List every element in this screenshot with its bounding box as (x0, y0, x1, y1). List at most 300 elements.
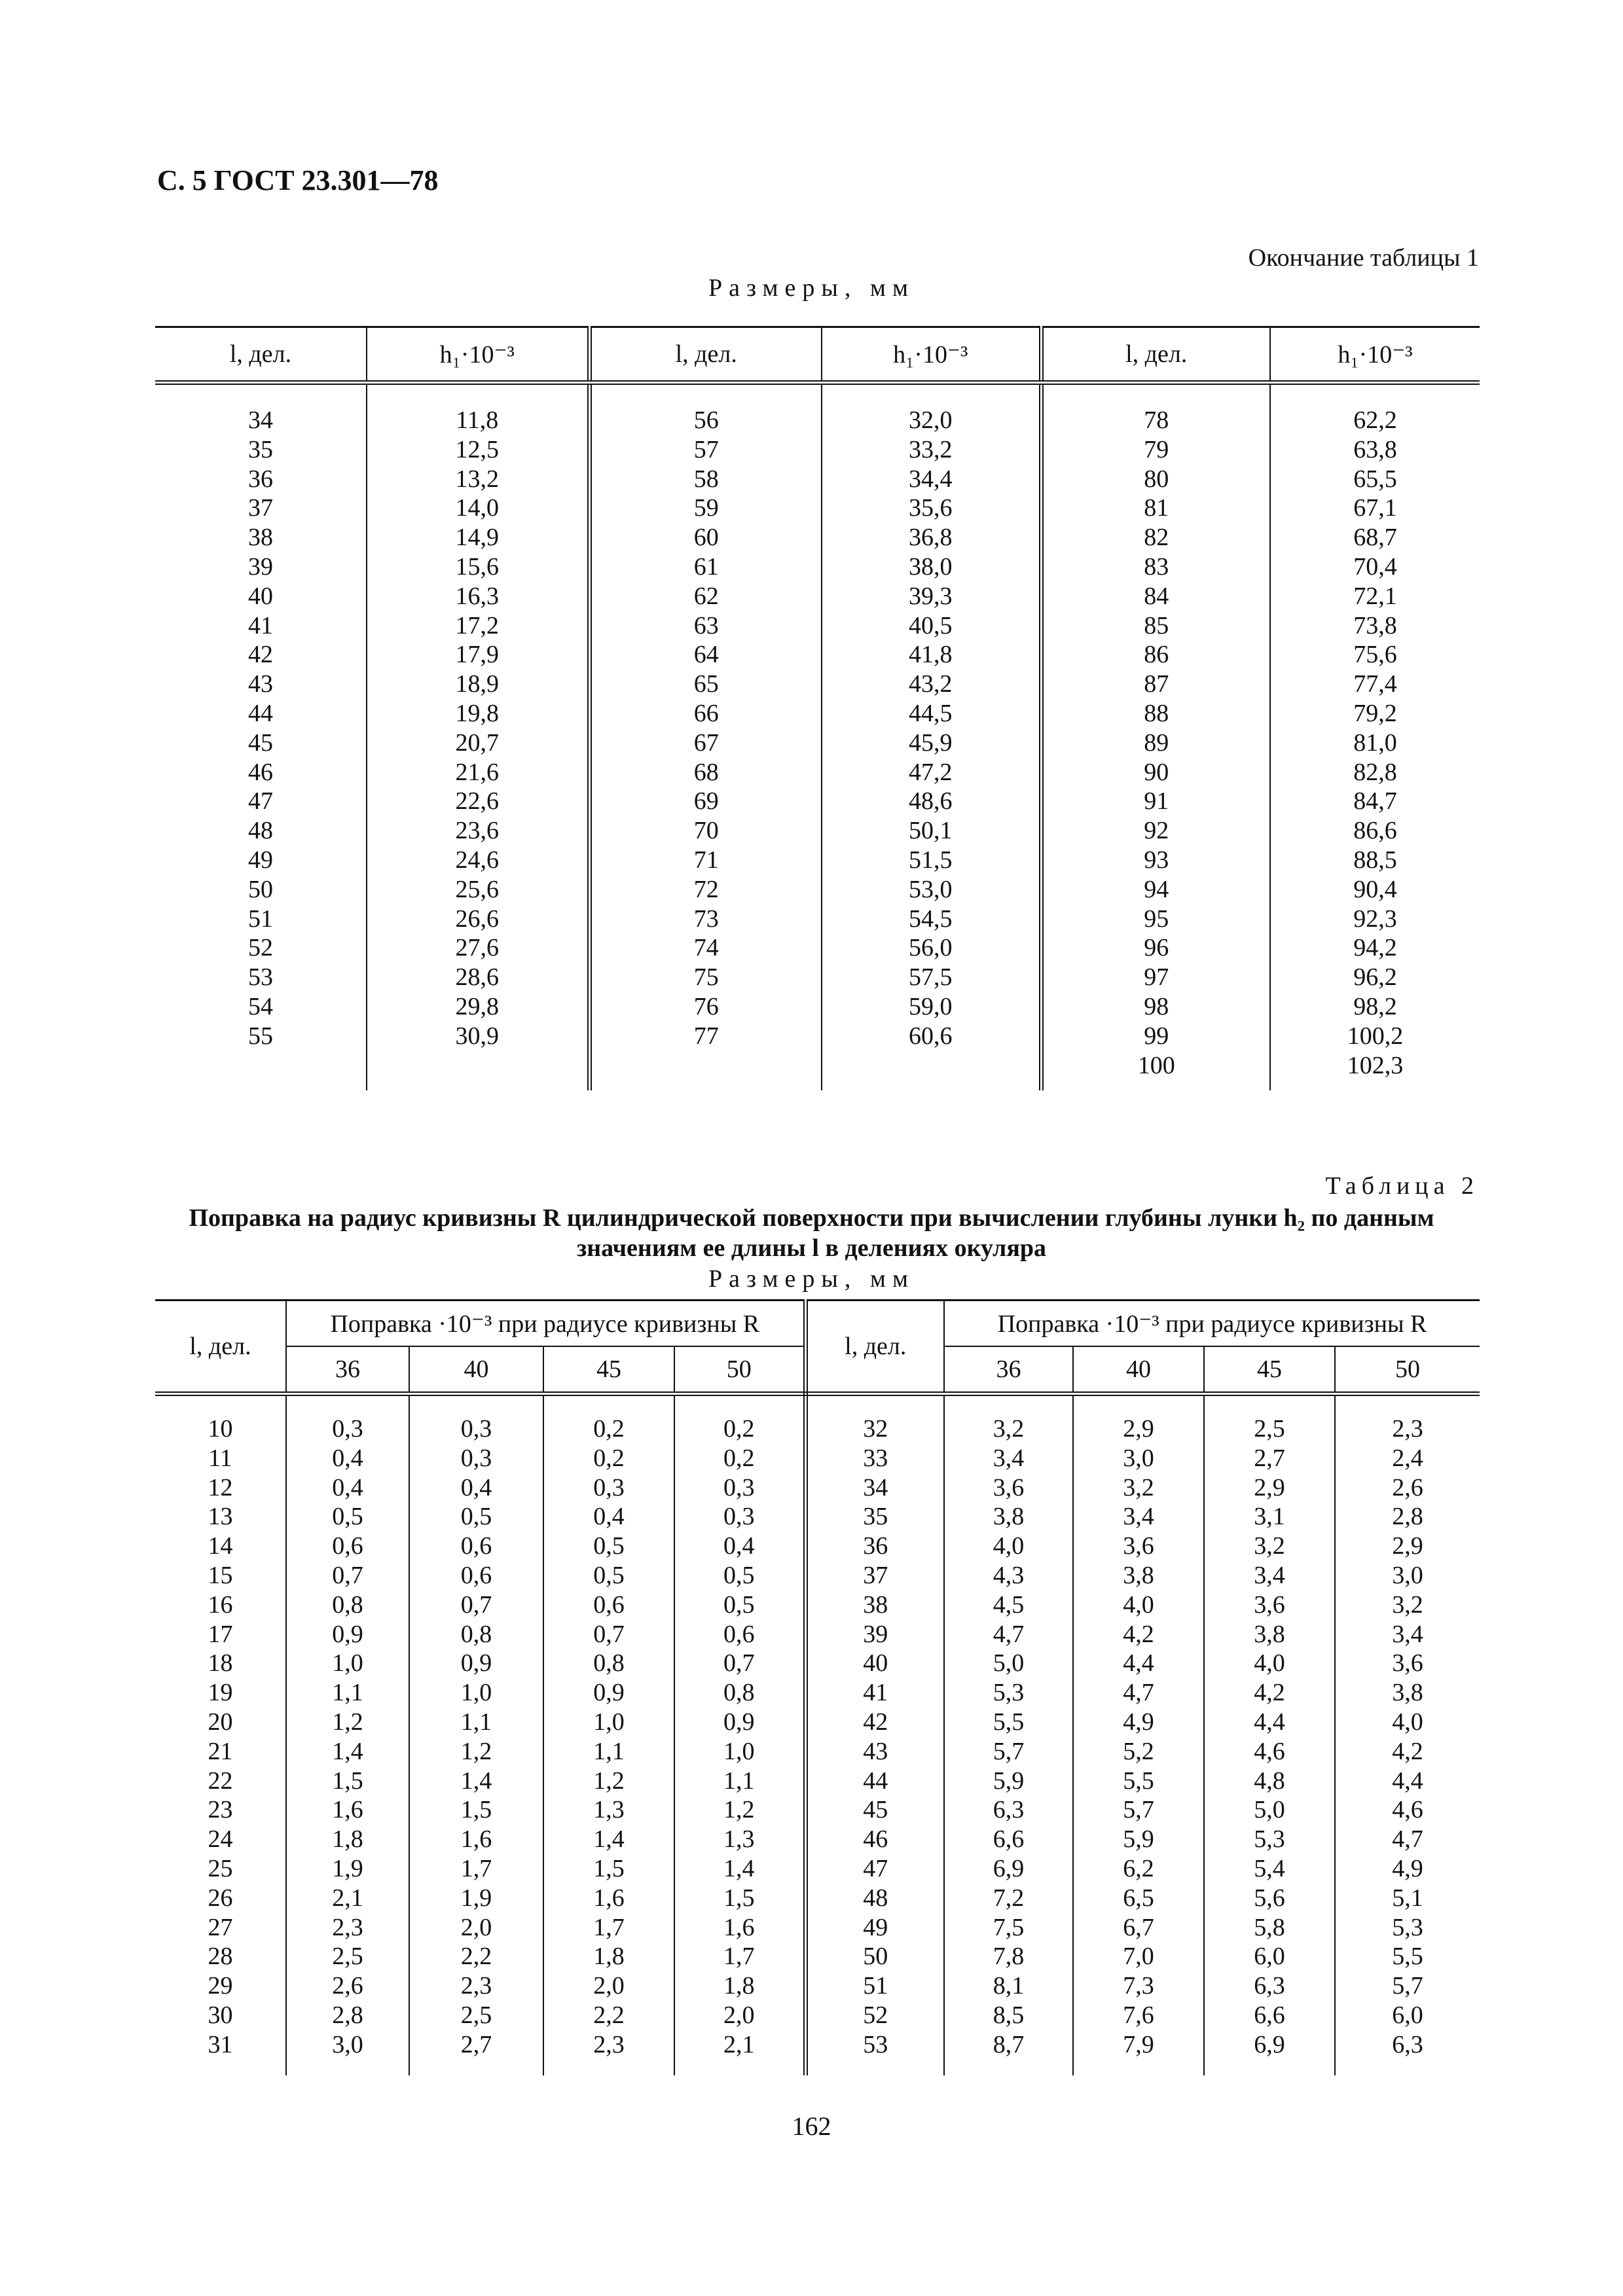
table-cell: 61 (589, 552, 822, 582)
table-cell: 90 (1041, 758, 1270, 787)
table-cell: 53,0 (822, 875, 1041, 905)
table-cell: 3,8 (1073, 1561, 1204, 1590)
table-cell: 14,9 (367, 523, 589, 552)
table-cell: 4,4 (1335, 1767, 1480, 1796)
table-cell: 1,9 (409, 1884, 543, 1913)
table-row (155, 1971, 1480, 2001)
table-cell: 52 (248, 934, 273, 962)
table-cell: 0,2 (674, 1414, 805, 1444)
table-cell: 8,1 (944, 1971, 1073, 2001)
table-cell (286, 1394, 409, 1415)
table-cell: 39 (248, 552, 273, 581)
table-row (155, 1884, 1480, 1913)
table-cell: 40,5 (822, 611, 1041, 641)
table-cell: 5,7 (1073, 1795, 1204, 1825)
table-cell: 1,6 (409, 1825, 543, 1854)
table-cell: 62 (589, 582, 822, 611)
table-cell: 30 (208, 2001, 233, 2029)
table-cell: 43 (805, 1737, 944, 1767)
table-cell: 70 (589, 816, 822, 846)
table-cell: 35 (805, 1502, 944, 1532)
table1-header-h: h₁·10⁻³ (367, 327, 589, 383)
table-cell: 1,4 (543, 1825, 674, 1854)
table-cell: 51,5 (822, 846, 1041, 875)
table-cell: 4,3 (944, 1561, 1073, 1590)
table-cell: 0,6 (286, 1532, 409, 1561)
table-cell (944, 1394, 1073, 1415)
table-row (155, 670, 1480, 699)
table-cell: 1,8 (543, 1942, 674, 1971)
table-cell: 3,6 (1073, 1532, 1204, 1561)
table-cell: 1,6 (674, 1913, 805, 1943)
table-row (155, 933, 1480, 963)
table-cell: 75 (589, 963, 822, 992)
table-cell: 79 (1041, 435, 1270, 465)
table-cell: 2,4 (1335, 1444, 1480, 1473)
table-cell: 11 (208, 1444, 232, 1472)
table-cell (409, 1394, 543, 1415)
table-cell (1073, 2060, 1204, 2075)
table-cell: 2,9 (1073, 1414, 1204, 1444)
table-cell: 81 (1041, 493, 1270, 523)
table-cell: 34 (248, 406, 273, 434)
table-cell: 0,5 (286, 1502, 409, 1532)
table-cell: 2,5 (1204, 1414, 1335, 1444)
table2-radius: 50 (674, 1346, 805, 1394)
table-row (155, 523, 1480, 552)
table-cell: 13,2 (367, 465, 589, 494)
table-cell: 0,3 (674, 1502, 805, 1532)
table-cell: 87 (1041, 670, 1270, 699)
table-cell: 13 (208, 1503, 233, 1531)
table-cell: 3,0 (1335, 1561, 1480, 1590)
table-cell: 36 (805, 1532, 944, 1561)
table-cell: 86 (1041, 640, 1270, 670)
table-cell: 1,6 (286, 1795, 409, 1825)
table-row (155, 1795, 1480, 1825)
table-cell (367, 1080, 589, 1090)
table-row (155, 1051, 1480, 1081)
table-cell: 2,3 (409, 1971, 543, 2001)
table-cell: 92 (1041, 816, 1270, 846)
table-cell: 67 (589, 728, 822, 758)
table-cell: 42 (248, 641, 273, 669)
table-cell: 73,8 (1270, 611, 1480, 641)
table-cell: 2,5 (409, 2001, 543, 2030)
table-row (155, 2030, 1480, 2060)
table-cell: 25,6 (367, 875, 589, 905)
table-cell: 3,8 (944, 1502, 1073, 1532)
table-cell: 1,0 (286, 1649, 409, 1678)
table-cell: 0,3 (409, 1444, 543, 1473)
table-cell: 0,7 (409, 1590, 543, 1620)
table-cell: 6,6 (944, 1825, 1073, 1854)
table-cell: 5,5 (944, 1708, 1073, 1737)
table2-title-line2: значениям ее длины l в делениях окуляра (576, 1234, 1047, 1262)
table-cell: 5,1 (1335, 1884, 1480, 1913)
table2-header-correction: Поправка ·10⁻³ при радиусе кривизны R (944, 1300, 1480, 1347)
table-cell: 53 (248, 963, 273, 992)
table-cell: 49 (248, 846, 273, 874)
table-cell: 2,8 (286, 2001, 409, 2030)
table-cell: 0,3 (543, 1473, 674, 1503)
table-cell: 4,0 (1073, 1590, 1204, 1620)
table-cell: 2,2 (543, 2001, 674, 2030)
table-cell (1270, 383, 1480, 406)
table-cell: 51 (805, 1971, 944, 2001)
table-cell: 2,6 (1335, 1473, 1480, 1503)
table2-radius: 40 (409, 1346, 543, 1394)
table-row (155, 1913, 1480, 1943)
table-cell: 3,4 (944, 1444, 1073, 1473)
table-row (155, 1620, 1480, 1649)
table-cell: 4,7 (944, 1620, 1073, 1649)
table-cell: 1,0 (409, 1678, 543, 1708)
table-cell: 7,6 (1073, 2001, 1204, 2030)
table-cell: 20 (208, 1708, 233, 1736)
table-cell: 17,9 (367, 640, 589, 670)
table-cell: 94,2 (1270, 933, 1480, 963)
table-cell: 30,9 (367, 1022, 589, 1051)
table-cell: 23 (208, 1796, 233, 1824)
table-cell: 80 (1041, 465, 1270, 494)
table-row (155, 1590, 1480, 1620)
table-cell: 2,9 (1204, 1473, 1335, 1503)
table-cell: 69 (589, 787, 822, 816)
table-cell: 1,7 (674, 1942, 805, 1971)
table-cell: 4,0 (1335, 1708, 1480, 1737)
table-cell: 0,7 (674, 1649, 805, 1678)
table-row (155, 816, 1480, 846)
table-row (155, 1942, 1480, 1971)
table-cell: 4,7 (1335, 1825, 1480, 1854)
table-cell (822, 1080, 1041, 1090)
table-cell: 27 (208, 1913, 233, 1941)
table-cell: 1,2 (543, 1767, 674, 1796)
table-cell: 5,0 (944, 1649, 1073, 1678)
table-cell: 0,3 (286, 1414, 409, 1444)
table-cell: 54 (248, 992, 273, 1020)
table-cell: 4,2 (1073, 1620, 1204, 1649)
table-cell: 14 (208, 1532, 233, 1560)
table-cell: 2,1 (286, 1884, 409, 1913)
table-row (155, 1022, 1480, 1051)
table-cell: 5,9 (1073, 1825, 1204, 1854)
table-cell: 47,2 (822, 758, 1041, 787)
table-cell: 2,2 (409, 1942, 543, 1971)
table-cell: 86,6 (1270, 816, 1480, 846)
table-cell: 17 (208, 1620, 233, 1648)
table-cell: 32,0 (822, 406, 1041, 435)
table-cell: 64 (589, 640, 822, 670)
table-cell: 3,4 (1335, 1620, 1480, 1649)
table-cell: 46 (248, 758, 273, 786)
table-row (155, 1444, 1480, 1473)
table-cell: 45,9 (822, 728, 1041, 758)
table-cell: 65 (589, 670, 822, 699)
table-cell: 28,6 (367, 963, 589, 992)
table-cell: 2,0 (543, 1971, 674, 2001)
table-cell: 7,8 (944, 1942, 1073, 1971)
table-cell: 18,9 (367, 670, 589, 699)
table-cell: 1,8 (286, 1825, 409, 1854)
table-cell: 41 (248, 611, 273, 639)
table-cell: 41 (805, 1678, 944, 1708)
table-cell: 0,8 (674, 1678, 805, 1708)
table-cell (155, 1080, 367, 1090)
table-cell: 2,5 (286, 1942, 409, 1971)
table-cell: 26,6 (367, 905, 589, 934)
table-cell: 59,0 (822, 992, 1041, 1022)
table-cell: 3,0 (1073, 1444, 1204, 1473)
table-cell: 1,2 (674, 1795, 805, 1825)
table-row (155, 640, 1480, 670)
table-cell: 7,0 (1073, 1942, 1204, 1971)
table-cell: 15,6 (367, 552, 589, 582)
table-cell: 57 (589, 435, 822, 465)
table-cell: 68 (589, 758, 822, 787)
table-cell: 57,5 (822, 963, 1041, 992)
table-cell: 6,3 (1204, 1971, 1335, 2001)
table-row (155, 963, 1480, 992)
table-row (155, 493, 1480, 523)
table-cell (286, 2060, 409, 2075)
table-cell: 35 (248, 435, 273, 463)
table-spacer-row (155, 2060, 1480, 2075)
table-cell: 0,6 (409, 1561, 543, 1590)
table-cell: 3,2 (1204, 1532, 1335, 1561)
table-cell: 4,9 (1335, 1854, 1480, 1884)
table-cell: 1,3 (674, 1825, 805, 1854)
table-cell: 1,4 (674, 1854, 805, 1884)
table-cell: 0,2 (543, 1444, 674, 1473)
table-cell: 0,3 (409, 1414, 543, 1444)
table-cell (589, 383, 822, 406)
table2-radius: 45 (1204, 1346, 1335, 1394)
table-cell: 56 (589, 406, 822, 435)
table-cell: 79,2 (1270, 699, 1480, 728)
table-cell: 55 (248, 1022, 273, 1050)
table-cell: 4,0 (1204, 1649, 1335, 1678)
table-cell: 49 (805, 1913, 944, 1943)
table-cell (822, 1051, 1041, 1081)
table-cell (155, 383, 367, 406)
page-header: С. 5 ГОСТ 23.301—78 (157, 164, 439, 196)
table-cell: 43 (248, 670, 273, 698)
table-cell: 3,6 (1204, 1590, 1335, 1620)
table-cell: 48,6 (822, 787, 1041, 816)
table-row (155, 728, 1480, 758)
table-cell: 1,0 (543, 1708, 674, 1737)
table-cell: 37 (248, 494, 273, 522)
table-cell: 98,2 (1270, 992, 1480, 1022)
table-cell: 96 (1041, 933, 1270, 963)
table1-header-l: l, дел. (1041, 327, 1270, 383)
table-cell: 66 (589, 699, 822, 728)
table-cell: 2,3 (286, 1913, 409, 1943)
table-cell: 24 (208, 1825, 233, 1854)
table2-label: Таблица 2 (1325, 1172, 1479, 1200)
table2-title-line1: Поправка на радиус кривизны R цилиндрической поверхности при вычислении глубины лунки h₂ по данным (189, 1204, 1434, 1232)
table-cell: 7,3 (1073, 1971, 1204, 2001)
table-cell: 2,6 (286, 1971, 409, 2001)
table-cell: 2,7 (409, 2030, 543, 2060)
table1-header-l: l, дел. (155, 327, 367, 383)
table-cell: 73 (589, 905, 822, 934)
table-cell: 96,2 (1270, 963, 1480, 992)
table-cell: 39,3 (822, 582, 1041, 611)
table-cell: 0,2 (543, 1414, 674, 1444)
table-cell: 34,4 (822, 465, 1041, 494)
table-cell: 53 (805, 2030, 944, 2060)
table-cell: 1,5 (674, 1884, 805, 1913)
table-cell: 45 (248, 728, 273, 757)
table-cell: 3,0 (286, 2030, 409, 2060)
table-cell: 38 (248, 524, 273, 552)
table-cell: 60 (589, 523, 822, 552)
table-cell: 67,1 (1270, 493, 1480, 523)
table-cell: 75,6 (1270, 640, 1480, 670)
table-cell: 33 (805, 1444, 944, 1473)
table-cell (944, 2060, 1073, 2075)
table-cell: 63 (589, 611, 822, 641)
table-cell: 4,7 (1073, 1678, 1204, 1708)
table-row (155, 1678, 1480, 1708)
table-cell: 5,6 (1204, 1884, 1335, 1913)
table-cell: 5,4 (1204, 1854, 1335, 1884)
table-cell: 40 (805, 1649, 944, 1678)
table-cell: 4,2 (1204, 1678, 1335, 1708)
table-row (155, 611, 1480, 641)
table-row (155, 435, 1480, 465)
table2-radius: 40 (1073, 1346, 1204, 1394)
table-cell: 8,5 (944, 2001, 1073, 2030)
table-cell: 6,3 (944, 1795, 1073, 1825)
table-cell: 51 (248, 905, 273, 933)
table-cell: 37 (805, 1561, 944, 1590)
table-cell (674, 2060, 805, 2075)
table-cell (155, 1051, 367, 1081)
table-cell: 3,4 (1204, 1561, 1335, 1590)
table-cell: 0,7 (543, 1620, 674, 1649)
table-cell: 72,1 (1270, 582, 1480, 611)
table-spacer-row (155, 1394, 1480, 1415)
table-cell: 36 (248, 465, 273, 493)
table-cell: 102,3 (1270, 1051, 1480, 1081)
table-cell: 82,8 (1270, 758, 1480, 787)
table-row (155, 2001, 1480, 2030)
table-cell: 44,5 (822, 699, 1041, 728)
table-row (155, 875, 1480, 905)
table-cell: 47 (248, 787, 273, 816)
table-row (155, 1502, 1480, 1532)
table-cell: 100 (1041, 1051, 1270, 1081)
table-cell: 39 (805, 1620, 944, 1649)
table-cell: 43,2 (822, 670, 1041, 699)
table-cell: 6,0 (1335, 2001, 1480, 2030)
table-cell: 34 (805, 1473, 944, 1503)
table-cell: 0,6 (409, 1532, 543, 1561)
table-cell: 5,0 (1204, 1795, 1335, 1825)
table-cell: 1,1 (409, 1708, 543, 1737)
table-cell: 1,7 (543, 1913, 674, 1943)
table-cell: 5,5 (1335, 1942, 1480, 1971)
page-number: 162 (792, 2111, 831, 2141)
table-row (155, 787, 1480, 816)
table-cell: 22,6 (367, 787, 589, 816)
table-cell: 93 (1041, 846, 1270, 875)
table-cell: 2,1 (674, 2030, 805, 2060)
table-cell: 5,2 (1073, 1737, 1204, 1767)
table-cell: 97 (1041, 963, 1270, 992)
table-cell: 100,2 (1270, 1022, 1480, 1051)
table-row (155, 1708, 1480, 1737)
table-cell: 1,1 (543, 1737, 674, 1767)
table-cell: 82 (1041, 523, 1270, 552)
table2-header-l: l, дел. (155, 1300, 286, 1394)
table-cell: 95 (1041, 905, 1270, 934)
table2-header-correction: Поправка ·10⁻³ при радиусе кривизны R (286, 1300, 805, 1347)
table-cell: 6,9 (1204, 2030, 1335, 2060)
table-cell: 59 (589, 493, 822, 523)
table-cell: 29 (208, 1972, 233, 2000)
table-cell: 1,8 (674, 1971, 805, 2001)
table2-radius: 45 (543, 1346, 674, 1394)
table-cell: 1,4 (409, 1767, 543, 1796)
table-cell: 5,5 (1073, 1767, 1204, 1796)
table1-header-h: h₁·10⁻³ (822, 327, 1041, 383)
table-cell: 5,9 (944, 1767, 1073, 1796)
table-cell: 81,0 (1270, 728, 1480, 758)
table-cell: 27,6 (367, 933, 589, 963)
table-cell: 45 (805, 1795, 944, 1825)
table-cell: 77 (589, 1022, 822, 1051)
table-cell: 29,8 (367, 992, 589, 1022)
table-cell: 4,4 (1073, 1649, 1204, 1678)
table-row (155, 1649, 1480, 1678)
table-cell (155, 2060, 286, 2075)
table-row (155, 1854, 1480, 1884)
table-cell: 4,6 (1335, 1795, 1480, 1825)
table-cell (674, 1394, 805, 1415)
table-cell (805, 2060, 944, 2075)
table-cell: 52 (805, 2001, 944, 2030)
table-cell: 32 (805, 1414, 944, 1444)
table-cell: 10 (208, 1415, 233, 1443)
table1-header-h: h₁·10⁻³ (1270, 327, 1480, 383)
table-cell: 2,0 (674, 2001, 805, 2030)
table-cell: 4,9 (1073, 1708, 1204, 1737)
table-cell: 4,0 (944, 1532, 1073, 1561)
table-cell: 3,2 (1073, 1473, 1204, 1503)
table-cell: 89 (1041, 728, 1270, 758)
table-cell: 1,3 (543, 1795, 674, 1825)
table-cell: 90,4 (1270, 875, 1480, 905)
table-cell (589, 1080, 822, 1090)
table-cell: 92,3 (1270, 905, 1480, 934)
table-row (155, 846, 1480, 875)
table-cell: 4,2 (1335, 1737, 1480, 1767)
table-cell: 84,7 (1270, 787, 1480, 816)
table-cell: 63,8 (1270, 435, 1480, 465)
table-cell: 3,8 (1204, 1620, 1335, 1649)
table-cell: 0,6 (674, 1620, 805, 1649)
table-cell: 0,2 (674, 1444, 805, 1473)
table-row (155, 406, 1480, 435)
table1-header-l: l, дел. (589, 327, 822, 383)
table-cell: 38,0 (822, 552, 1041, 582)
table-cell: 0,6 (543, 1590, 674, 1620)
